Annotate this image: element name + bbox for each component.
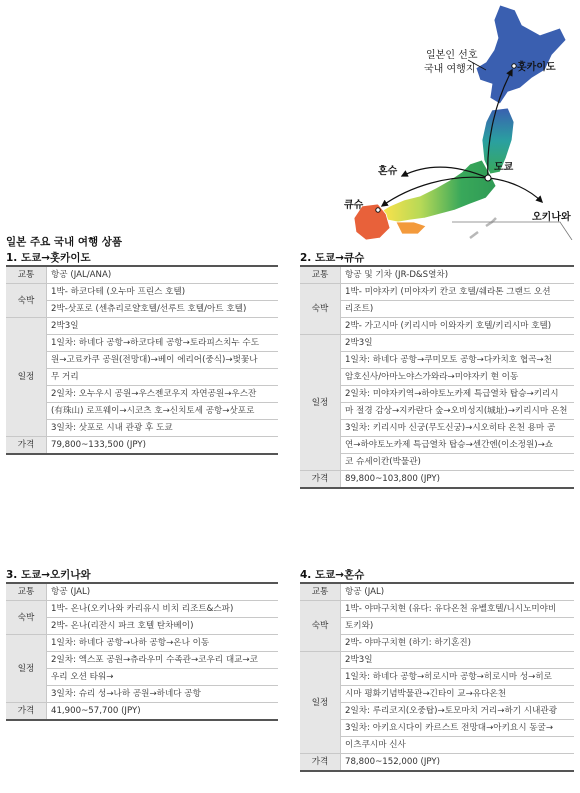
row-label: 숙박 [6,284,47,318]
table-row [300,669,574,686]
row-value: 2박- 가고시마 (키리시마 이와자키 호텔/키리시마 호텔) [341,318,575,335]
table-row [6,652,278,669]
table-row [300,301,574,318]
marker-hokkaido [512,64,516,68]
row-value: 토키와) [341,618,575,635]
row-value: 1일차: 하네다 공항→나하 공항→온나 이동 [47,635,279,652]
row-value: 3일차: 슈리 성→나하 공원→하네다 공항 [47,686,279,703]
row-value: 시마 평화기념박물관→긴타이 교→유다온천 [341,686,575,703]
row-value: 2박3일 [341,652,575,669]
table-row [300,352,574,369]
map-label-honshu: 혼슈 [378,166,398,177]
row-value: 항공 (JAL) [47,583,279,601]
row-label: 숙박 [300,284,341,335]
table-row [300,583,574,601]
row-value: 2일차: 루리코지(오중탑)→토모마치 거리→하기 시내관광 [341,703,575,720]
row-label: 숙박 [300,601,341,652]
map-label-tokyo: 도쿄 [494,162,514,173]
table-row [300,335,574,352]
section-okinawa [6,568,278,721]
section-title: 4. 도쿄→혼슈 [300,569,365,581]
table-row [6,318,278,335]
shikoku-region [396,222,426,234]
section-kyushu [300,251,574,489]
row-value: 1일차: 하네다 공항→쿠미모토 공항→다카치호 협곡→천 [341,352,575,369]
table-row [300,471,574,489]
map-label-kyushu: 큐슈 [344,200,364,211]
table-row [6,420,278,437]
row-value: 1박- 야마구치현 (유다: 유다온천 유벨호텔/니시노미야비 [341,601,575,618]
honshu-region [380,160,496,222]
section-honshu [300,568,574,772]
row-label: 일정 [6,635,47,703]
table-row [6,352,278,369]
row-value: 1일차: 하네다 공항→하코다테 공항→토라피스치누 수도 [47,335,279,352]
table-row [300,720,574,737]
row-value: 무 거리 [47,369,279,386]
table-row [6,601,278,618]
table-row [6,386,278,403]
section-hokkaido [6,251,278,455]
row-value: 1일차: 하네다 공항→히로시마 공항→히로시마 성→히로 [341,669,575,686]
row-value: 암호신사/아마노야스가와라→미야자키 현 이동 [341,369,575,386]
row-value: 3일차: 삿포로 시내 관광 후 도쿄 [47,420,279,437]
table-row [6,437,278,455]
table-row [300,284,574,301]
map-callout-line2: 국내 여행지 [424,64,476,75]
table-row [6,403,278,420]
marker-tokyo [485,175,491,181]
table-row [300,737,574,754]
row-value: 78,800~152,000 (JPY) [341,754,575,772]
row-label: 일정 [300,335,341,471]
row-label: 교통 [300,266,341,284]
row-value: 3일차: 아키요시다이 카르스트 전망대→아키요시 동굴→ [341,720,575,737]
row-value: 2일차: 엑스포 공원→츄라우미 수족관→코우리 대교→코 [47,652,279,669]
row-value: 2박3일 [341,335,575,352]
section-title: 1. 도쿄→홋카이도 [6,252,91,264]
route-arrow-okinawa [488,178,542,202]
row-label: 숙박 [6,601,47,635]
row-value: 2박-삿포로 (센츄리로얄호텔/선루트 호텔/아트 호텔) [47,301,279,318]
section-title: 2. 도쿄→큐슈 [300,252,365,264]
row-value: 항공 (JAL/ANA) [47,266,279,284]
section-title: 3. 도쿄→오키나와 [6,569,91,581]
row-label: 가격 [6,703,47,721]
row-label: 교통 [6,583,47,601]
row-value: 89,800~103,800 (JPY) [341,471,575,489]
row-value: 연→하야토노카제 특급열차 탑승→센간엔(이소정원)→쇼 [341,437,575,454]
table-row [6,669,278,686]
row-value: 2박- 온나(리잔시 파크 호텔 탄차베이) [47,618,279,635]
map-label-hokkaido: 홋카이도 [517,62,556,73]
row-value: 원→고료카쿠 공원(전망대)→베이 에리어(중식)→벚꽃나 [47,352,279,369]
row-label: 교통 [6,266,47,284]
tour-table [300,582,574,772]
map-callout-line1: 일본인 선호 [426,50,478,61]
marker-kyushu [376,208,380,212]
row-value: 2박- 야마구치현 (하기: 하기혼진) [341,635,575,652]
row-value: 41,900~57,700 (JPY) [47,703,279,721]
table-row [6,583,278,601]
table-row [300,318,574,335]
row-value: (有珠山) 로프웨이→시코츠 호→신치토세 공항→삿포로 [47,403,279,420]
table-row [300,754,574,772]
row-value: 1박- 하코다테 (오누마 프린스 호텔) [47,284,279,301]
row-value: 1박- 온나(오키나와 카리유시 비치 리조트&스파) [47,601,279,618]
table-row [300,652,574,669]
row-label: 일정 [6,318,47,437]
table-row [300,454,574,471]
table-row [6,703,278,721]
hokkaido-region [476,5,566,104]
table-row [6,635,278,652]
row-value: 우리 오션 타워→ [47,669,279,686]
table-row [300,386,574,403]
row-value: 마 절경 감상→지카란다 숲→오비성지(城址)→키리시마 온천 [341,403,575,420]
row-value: 2일차: 미야자키역→하야토노카제 특급열차 탑승→키리시 [341,386,575,403]
row-value: 2일차: 오누우시 공원→우스젠코우지 자연공원→우스잔 [47,386,279,403]
tour-table [300,265,574,489]
table-row [6,618,278,635]
row-label: 교통 [300,583,341,601]
table-row [300,437,574,454]
table-row [300,403,574,420]
row-value: 3일차: 키리시마 신궁(무도신궁)→시오히타 온천 용마 공 [341,420,575,437]
table-row [6,369,278,386]
table-row [6,301,278,318]
table-row [300,635,574,652]
table-row [6,686,278,703]
table-row [300,369,574,386]
table-row [6,335,278,352]
row-value: 79,800~133,500 (JPY) [47,437,279,455]
table-row [300,618,574,635]
row-value: 항공 (JAL) [341,583,575,601]
tour-table [6,265,278,455]
table-row [6,284,278,301]
table-row [300,703,574,720]
table-row [6,266,278,284]
map-label-okinawa: 오키나와 [532,212,571,223]
table-row [300,601,574,618]
japan-map [0,0,580,240]
row-value: 이츠쿠시마 신사 [341,737,575,754]
row-label: 가격 [6,437,47,455]
tour-table [6,582,278,721]
row-value: 1박- 미야자키 (미야자키 칸코 호텔/쉐라톤 그랜드 오션 [341,284,575,301]
row-label: 가격 [300,754,341,772]
row-label: 일정 [300,652,341,754]
page-title: 일본 주요 국내 여행 상품 [6,236,123,248]
row-value: 리조트) [341,301,575,318]
table-row [300,266,574,284]
row-value: 2박3일 [47,318,279,335]
row-value: 코 슈세이칸(박물관) [341,454,575,471]
row-label: 가격 [300,471,341,489]
table-row [300,686,574,703]
okinawa-islands [470,218,496,238]
row-value: 항공 및 기차 (JR-D&S열차) [341,266,575,284]
table-row [300,420,574,437]
